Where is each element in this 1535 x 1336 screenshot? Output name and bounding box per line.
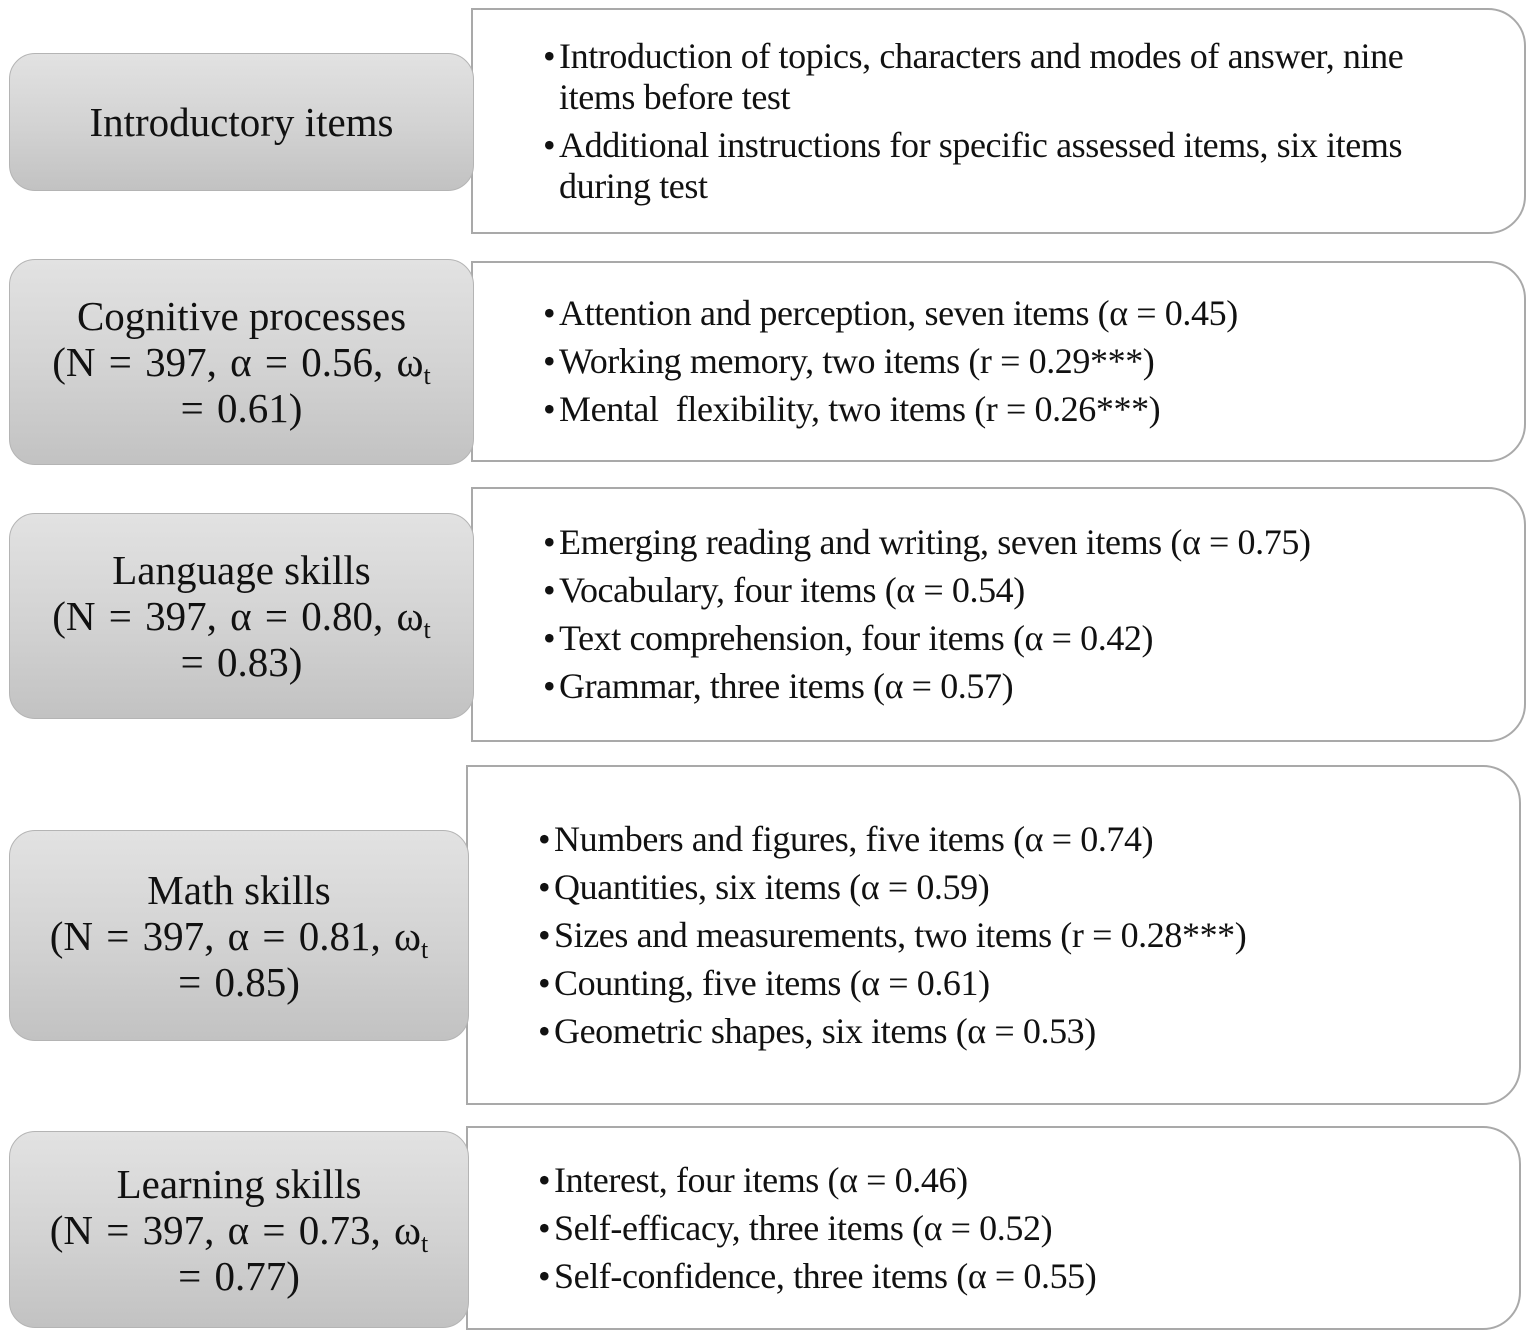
list-item: • Self-confidence, three items (α = 0.55)	[538, 1255, 1097, 1296]
bullet-icon: •	[543, 124, 556, 165]
content-box-learning	[466, 1126, 1521, 1330]
list-item: • Working memory, two items (r = 0.29***)	[543, 341, 1155, 381]
list-item: • Self-efficacy, three items (α = 0.52)	[538, 1207, 1053, 1248]
section-stats-cont: = 0.83)	[180, 639, 303, 685]
list-item: • Grammar, three items (α = 0.57)	[543, 666, 1014, 706]
section-stats: (N = 397, α = 0.73, $\omega_t$	[49, 1206, 429, 1258]
bullet-icon: •	[538, 1255, 551, 1296]
content-box-math	[466, 765, 1521, 1105]
bullet-icon: •	[543, 522, 556, 562]
item-list	[538, 1160, 1519, 1297]
list-item: • Quantities, six items (α = 0.59)	[538, 866, 990, 907]
section-stats: (N = 397, α = 0.81, $\omega_t$	[49, 912, 429, 964]
list-item: • Emerging reading and writing, seven items (α = 0.75)	[543, 522, 1311, 562]
section-stats: (N = 397, α = 0.80, $\omega_t$	[52, 593, 431, 644]
section-title: Cognitive processes	[76, 293, 407, 339]
list-item: • Sizes and measurements, two items (r = 0.28***)	[538, 914, 1247, 955]
item-list	[543, 522, 1524, 707]
section-stats-cont: = 0.85)	[178, 958, 300, 1005]
label-box-cognitive	[9, 259, 474, 465]
bullet-icon: •	[538, 1010, 551, 1051]
item-list	[543, 293, 1524, 430]
list-item: • Mental flexibility, two items (r = 0.26***)	[543, 389, 1161, 429]
section-title: Introductory items	[89, 99, 394, 145]
list-item: • Additional instructions for specific assessed items, six items during test	[543, 124, 1403, 206]
bullet-icon: •	[538, 866, 551, 907]
bullet-icon: •	[538, 1207, 551, 1248]
section-title: Math skills	[147, 866, 331, 913]
list-item: • Attention and perception, seven items (α = 0.45)	[543, 293, 1238, 333]
bullet-icon: •	[538, 914, 551, 955]
item-list	[543, 36, 1454, 207]
section-title: Learning skills	[116, 1160, 362, 1207]
bullet-icon: •	[538, 962, 551, 1003]
bullet-icon: •	[543, 35, 556, 76]
content-box-cognitive	[471, 261, 1526, 462]
item-list	[538, 819, 1519, 1052]
list-item: • Geometric shapes, six items (α = 0.53)	[538, 1010, 1096, 1051]
list-item: • Text comprehension, four items (α = 0.42)	[543, 618, 1154, 658]
bullet-icon: •	[543, 293, 556, 333]
list-item: • Vocabulary, four items (α = 0.54)	[543, 570, 1025, 610]
bullet-icon: •	[538, 818, 551, 859]
label-box-math	[9, 830, 469, 1041]
content-box-language	[471, 487, 1526, 742]
section-stats-cont: = 0.77)	[178, 1252, 300, 1299]
list-item: • Numbers and figures, five items (α = 0.74)	[538, 818, 1154, 859]
list-item: • Introduction of topics, characters and modes of answer, nine items before test	[543, 35, 1404, 117]
bullet-icon: •	[543, 618, 556, 658]
label-box-language	[9, 513, 474, 719]
label-box-introductory	[9, 53, 474, 191]
list-item: • Counting, five items (α = 0.61)	[538, 962, 990, 1003]
bullet-icon: •	[543, 341, 556, 381]
bullet-icon: •	[543, 570, 556, 610]
section-stats-cont: = 0.61)	[180, 385, 303, 431]
section-stats: (N = 397, α = 0.56, $\omega_t$	[52, 339, 431, 390]
content-box-introductory	[471, 8, 1526, 234]
label-box-learning	[9, 1131, 469, 1328]
section-title: Language skills	[112, 547, 371, 593]
bullet-icon: •	[543, 389, 556, 429]
bullet-icon: •	[543, 666, 556, 706]
bullet-icon: •	[538, 1159, 551, 1200]
list-item: • Interest, four items (α = 0.46)	[538, 1159, 968, 1200]
